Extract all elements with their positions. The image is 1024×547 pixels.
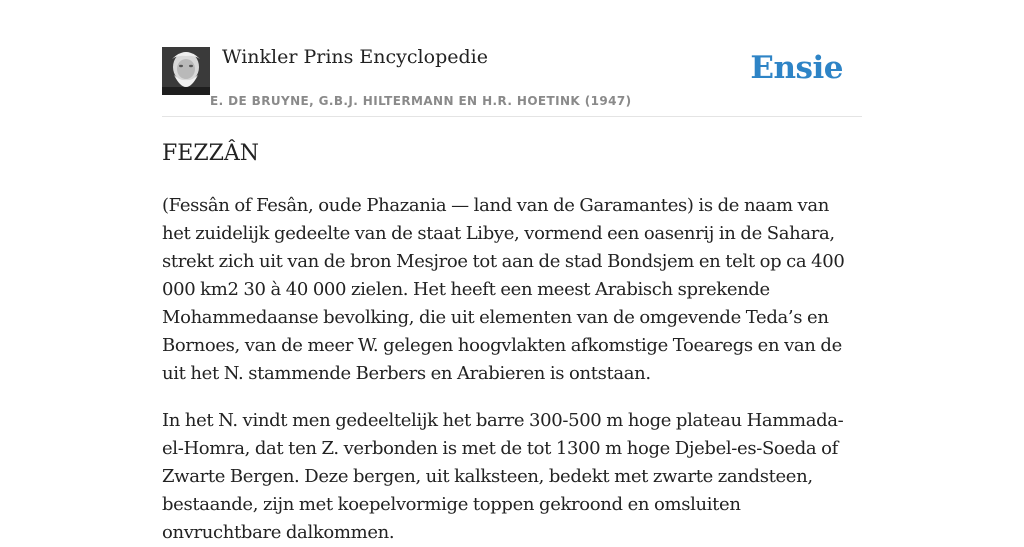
article-container [162, 0, 862, 543]
article-paragraph: (Fessân of Fesân, oude Phazania — land van de Garamantes) is de naam van het zuidelijk gedeelte van de staat Libye, vormend een oasenrij in de Sahara, strekt zich uit van de bron Mesjroe tot aan de stad Bondsjem en telt op ca 400 000 km2 30 à 40 000 zielen. Het heeft een meest Arabisch sprekende Mohammedaanse bevolking, die uit elementen van de omgevende Teda’s en Bornoes, van de meer W. gelegen hoogvlakten afkomstige Toearegs en van de uit het N. stammende Berbers en Arabieren is ontstaan. [162, 195, 845, 384]
encyclopedia-name[interactable]: Winkler Prins Encyclopedie [222, 46, 488, 68]
author-avatar-icon[interactable] [162, 47, 210, 95]
article-title: FEZZÂN [162, 141, 260, 166]
authors-line: E. DE BRUYNE, G.B.J. HILTERMANN EN H.R. HOETINK (1947) [210, 94, 632, 108]
source-header [162, 0, 862, 117]
article-paragraph: In het N. vindt men gedeeltelijk het barre 300-500 m hoge plateau Hammada-el-Homra, dat ten Z. verbonden is met de tot 1300 m hoge Djebel-es-Soeda of Zwarte Bergen. Deze bergen, uit kalksteen, bedekt met zwarte zandsteen, bestaande, zijn met koepelvormige toppen gekroond en omsluiten onvruchtbare dalkommen. [162, 410, 844, 543]
ensie-logo[interactable]: Ensie [750, 50, 843, 86]
